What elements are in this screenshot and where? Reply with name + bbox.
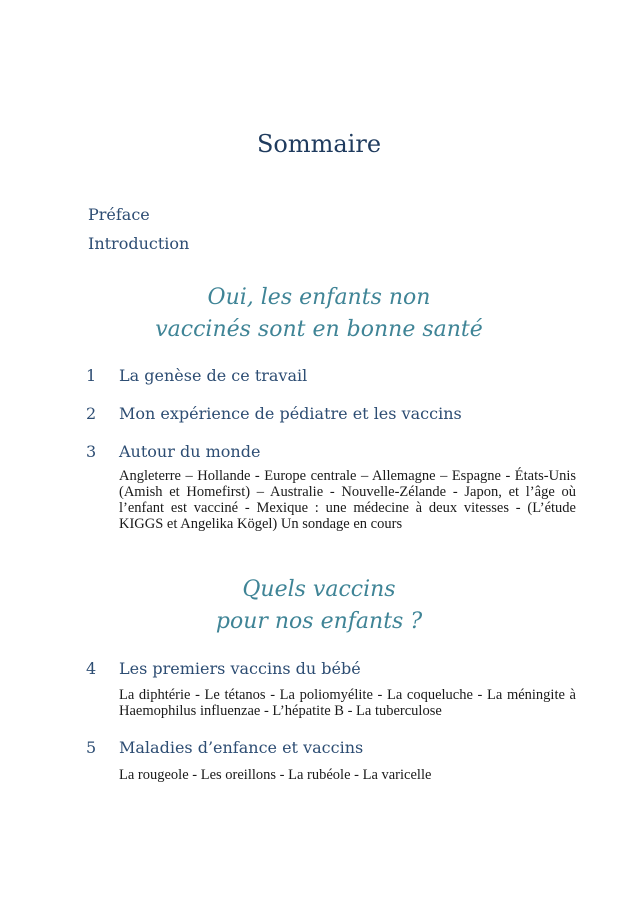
chapter-description: Angleterre – Hollande - Europe centrale – Allemagne – Espagne - États-Unis (Amish et Homefirst) – Australie - Nouvelle-Zélande - Japon, et l’âge où l’enfant est vacciné - Mexique : une médecine à deux vitesses - (L’étude KIGGS et Angelika Kögel) Un sondage en cours <box>119 468 576 532</box>
chapter-title: Maladies d’enfance et vaccins <box>119 738 364 757</box>
chapter-number: 3 <box>86 442 97 461</box>
chapter-number: 2 <box>86 404 97 423</box>
section-heading-line: Oui, les enfants non <box>207 285 431 310</box>
toc-entry-introduction: Introduction <box>88 234 190 253</box>
section-heading-line: Quels vaccins <box>242 577 396 602</box>
chapter-number: 5 <box>86 738 97 757</box>
chapter-number: 1 <box>86 366 97 385</box>
section-heading-line: pour nos enfants ? <box>215 609 423 634</box>
section-heading-2 <box>0 574 638 638</box>
chapter-number: 4 <box>86 659 97 678</box>
page-title: Sommaire <box>256 130 382 158</box>
section-heading-1 <box>0 282 638 346</box>
chapter-title: Mon expérience de pédiatre et les vaccins <box>119 404 462 423</box>
chapter-description: La rougeole - Les oreillons - La rubéole - La varicelle <box>119 767 432 783</box>
chapter-title: La genèse de ce travail <box>119 366 308 385</box>
chapter-title: Les premiers vaccins du bébé <box>119 659 361 678</box>
toc-entry-preface: Préface <box>88 205 150 224</box>
chapter-description: La diphtérie - Le tétanos - La poliomyélite - La coqueluche - La méningite à Haemophilus influenzae - L’hépatite B - La tuberculose <box>119 687 576 719</box>
section-heading-line: vaccinés sont en bonne santé <box>155 317 483 342</box>
chapter-title: Autour du monde <box>119 442 261 461</box>
